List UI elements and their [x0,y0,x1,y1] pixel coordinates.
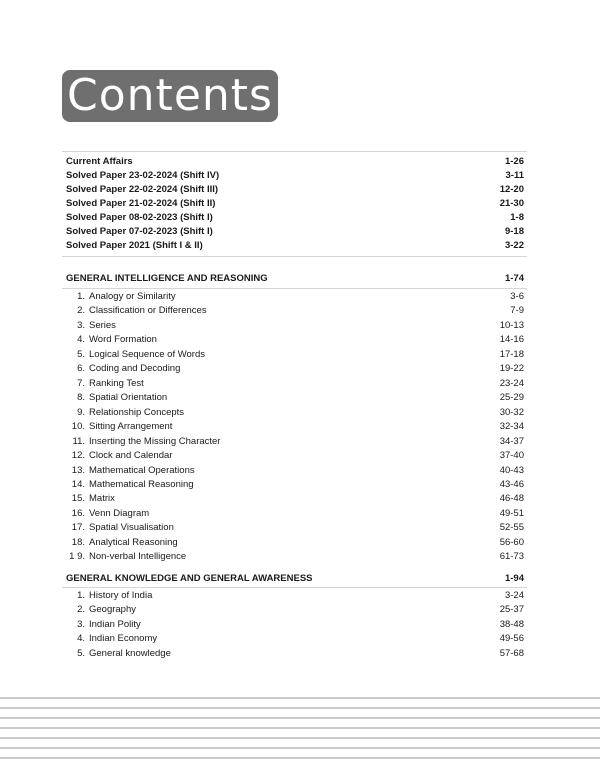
item-pages: 7-9 [510,305,524,316]
item-number: 11. [72,436,85,447]
toc-item[interactable] [66,391,524,405]
item-label: Series [89,320,116,331]
stripe [0,707,600,709]
item-label: Venn Diagram [89,508,150,519]
item-number: 2. [77,305,85,316]
stripe [0,737,600,739]
item-number: 5. [77,648,85,659]
entry-label: Solved Paper 22-02-2024 (Shift III) [66,184,219,195]
item-number: 3. [77,320,85,331]
item-pages: 32-34 [499,421,524,432]
toc-item[interactable] [66,377,524,391]
page-title: Contents [62,70,278,122]
toc-item[interactable] [66,647,524,661]
entry-label: Solved Paper 2021 (Shift I & II) [66,240,203,251]
item-pages: 57-68 [499,648,524,659]
item-label: Coding and Decoding [89,363,181,374]
item-pages: 23-24 [499,378,524,389]
item-label: Logical Sequence of Words [89,349,206,360]
item-pages: 46-48 [499,493,524,504]
entry-label: Solved Paper 08-02-2023 (Shift I) [66,212,213,223]
item-number: 14. [71,479,85,490]
item-number: 18. [71,537,85,548]
item-label: Mathematical Operations [89,465,195,476]
item-pages: 37-40 [499,450,524,461]
stripe [0,697,600,699]
item-pages: 25-29 [499,392,524,403]
toc-item[interactable] [66,290,524,304]
toc-item[interactable] [66,521,524,535]
toc-item[interactable] [66,507,524,521]
section-heading[interactable] [66,272,524,286]
item-number: 13. [71,465,85,476]
section-title: GENERAL KNOWLEDGE AND GENERAL AWARENESS [66,573,313,584]
toc-item[interactable] [66,333,524,347]
toc-item[interactable] [66,464,524,478]
item-pages: 61-73 [499,551,524,562]
toc-item[interactable] [66,362,524,376]
item-number: 4. [77,633,85,644]
toc-item[interactable] [66,603,524,617]
entry-label: Current Affairs [66,156,133,167]
entry-label: Solved Paper 23-02-2024 (Shift IV) [66,170,220,181]
toc-entry[interactable] [66,225,524,239]
entry-pages: 1-8 [510,212,524,223]
divider [62,256,527,257]
toc-item[interactable] [66,420,524,434]
item-label: Ranking Test [89,378,144,389]
toc-item[interactable] [66,536,524,550]
item-pages: 56-60 [499,537,524,548]
entry-label: Solved Paper 21-02-2024 (Shift II) [66,198,216,209]
item-number: 9. [77,407,85,418]
divider [62,587,527,588]
toc-item[interactable] [66,589,524,603]
section-heading[interactable] [66,572,524,586]
stripe [0,757,600,759]
section-title: GENERAL INTELLIGENCE AND REASONING [66,273,268,284]
item-pages: 38-48 [499,619,524,630]
item-label: Sitting Arrangement [89,421,173,432]
item-label: Spatial Orientation [89,392,168,403]
item-number: 5. [77,349,85,360]
divider [62,288,527,289]
section-pages: 1-94 [504,573,524,584]
toc-entry[interactable] [66,183,524,197]
stripe [0,747,600,749]
item-pages: 25-37 [499,604,524,615]
entry-pages: 9-18 [504,226,524,237]
item-pages: 43-46 [499,479,524,490]
item-number: 12. [71,450,85,461]
item-label: Relationship Concepts [89,407,185,418]
item-pages: 17-18 [499,349,524,360]
entry-label: Solved Paper 07-02-2023 (Shift I) [66,226,213,237]
toc-entry[interactable] [66,211,524,225]
item-number: 17. [71,522,85,533]
toc-item[interactable] [66,348,524,362]
item-pages: 52-55 [499,522,524,533]
item-label: Analogy or Similarity [89,291,176,302]
item-number: 3. [77,619,85,630]
item-label: Classification or Differences [89,305,207,316]
item-label: Analytical Reasoning [89,537,178,548]
toc-entry[interactable] [66,239,524,253]
entry-pages: 3-11 [505,170,524,181]
item-pages: 49-56 [499,633,524,644]
toc-item[interactable] [66,449,524,463]
toc-item[interactable] [66,319,524,333]
toc-item[interactable] [66,632,524,646]
toc-item[interactable] [66,618,524,632]
item-label: Spatial Visualisation [89,522,174,533]
divider [62,151,527,152]
item-pages: 10-13 [499,320,524,331]
item-pages: 14-16 [499,334,524,345]
entry-pages: 12-20 [499,184,524,195]
toc-item[interactable] [66,478,524,492]
item-number: 1. [77,291,85,302]
item-number: 10. [71,421,85,432]
toc-item[interactable] [66,492,524,506]
item-label: Word Formation [89,334,157,345]
item-number: 8. [77,392,85,403]
item-label: History of India [89,590,153,601]
item-number: 7. [77,378,85,389]
toc-entry[interactable] [66,197,524,211]
item-pages: 3-24 [504,590,524,601]
item-pages: 34-37 [499,436,524,447]
entry-pages: 21-30 [499,198,524,209]
entry-pages: 3-22 [504,240,524,251]
item-label: Indian Economy [89,633,158,644]
item-number: 6. [77,363,85,374]
item-number: 4. [77,334,85,345]
item-number: 1. [77,590,85,601]
stripe [0,717,600,719]
item-pages: 49-51 [499,508,524,519]
item-number: 15. [71,493,85,504]
toc-entry[interactable] [66,155,524,169]
item-label: Mathematical Reasoning [89,479,194,490]
section-pages: 1-74 [504,273,524,284]
item-pages: 3-6 [510,291,524,302]
toc-item[interactable] [66,435,524,449]
item-label: Non-verbal Intelligence [89,551,187,562]
toc-item[interactable] [66,406,524,420]
item-number: 16. [71,508,85,519]
stripe [0,727,600,729]
toc-item[interactable] [66,304,524,318]
toc-entry[interactable] [66,169,524,183]
item-pages: 40-43 [499,465,524,476]
item-pages: 30-32 [499,407,524,418]
item-label: General knowledge [89,648,171,659]
toc-item[interactable] [66,550,524,564]
item-label: Clock and Calendar [89,450,173,461]
item-pages: 19-22 [499,363,524,374]
entry-pages: 1-26 [504,156,524,167]
item-number: 2. [77,604,85,615]
item-number: 1 9. [69,551,85,562]
item-label: Inserting the Missing Character [89,436,221,447]
item-label: Indian Polity [89,619,141,630]
item-label: Matrix [89,493,115,504]
item-label: Geography [89,604,137,615]
